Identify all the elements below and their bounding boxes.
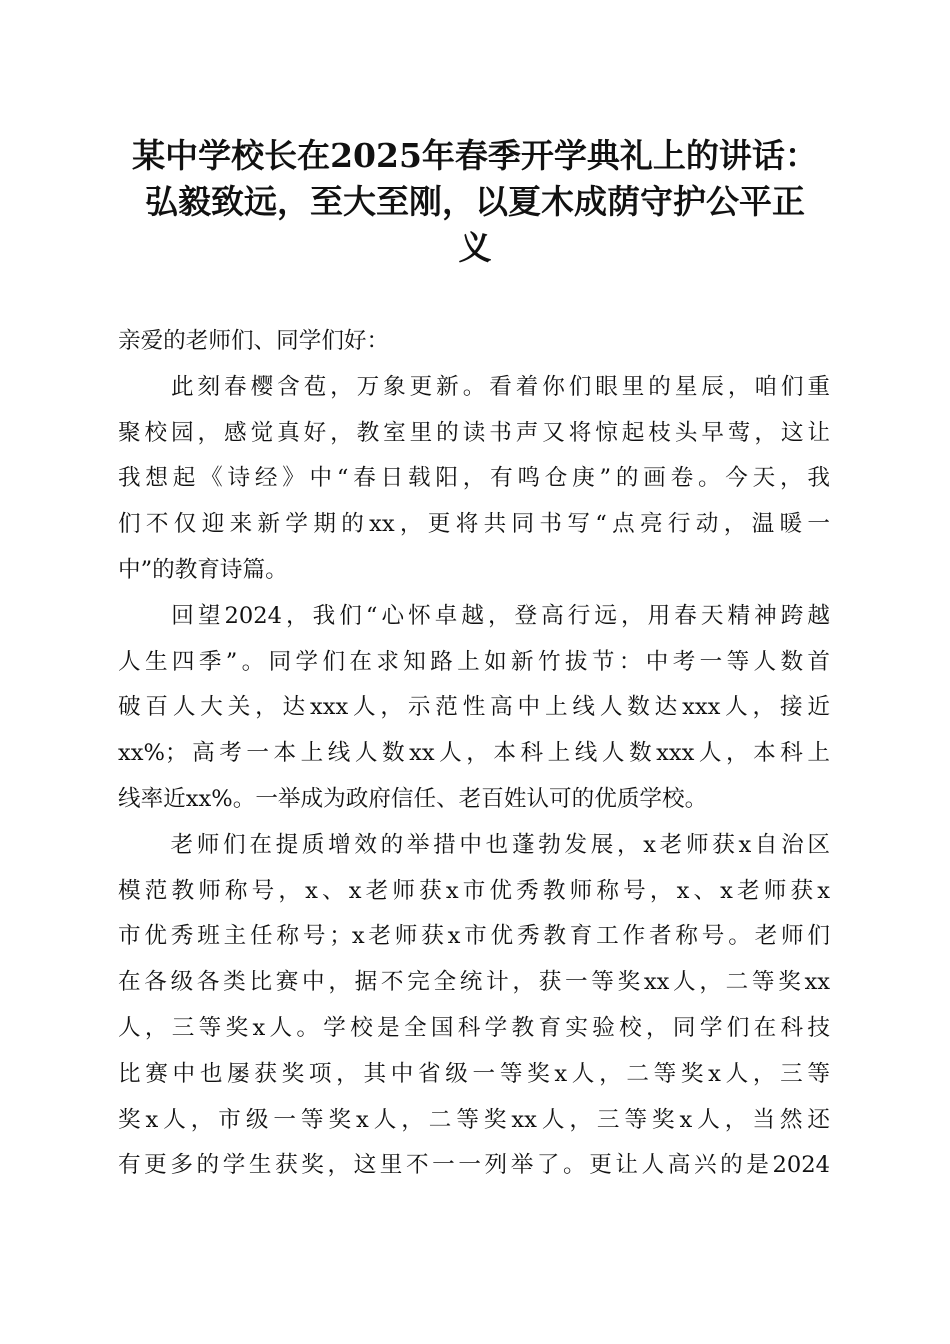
paragraph-1 bbox=[118, 365, 830, 594]
paragraph-line: 人生四季”。同学们在求知路上如新竹拔节：中考一等人数首 bbox=[118, 648, 830, 675]
paragraph-line: 此刻春樱含苞，万象更新。看着你们眼里的星辰，咱们重 bbox=[118, 373, 830, 400]
paragraph-3 bbox=[118, 823, 830, 1189]
title-line-2: 弘毅致远，至大至刚，以夏木成荫守护公平正 bbox=[145, 182, 805, 221]
paragraph-line: 破百人大关，达xxx人，示范性高中上线人数达xxx人，接近 bbox=[118, 694, 830, 721]
paragraph-line: 奖x人，市级一等奖x人，二等奖xx人，三等奖x人，当然还 bbox=[118, 1106, 830, 1133]
paragraph-line: 比赛中也屡获奖项，其中省级一等奖x人，二等奖x人，三等 bbox=[118, 1060, 830, 1087]
paragraph-line: 们不仅迎来新学期的xx，更将共同书写“点亮行动，温暖一 bbox=[118, 511, 830, 538]
document-body bbox=[118, 319, 830, 1189]
paragraph-line: 老师们在提质增效的举措中也蓬勃发展，x老师获x自治区 bbox=[118, 831, 830, 858]
paragraph-line: 人，三等奖x人。学校是全国科学教育实验校，同学们在科技 bbox=[118, 1014, 830, 1041]
paragraph-line: 在各级各类比赛中，据不完全统计，获一等奖xx人，二等奖xx bbox=[118, 969, 830, 996]
paragraph-line: 模范教师称号，x、x老师获x市优秀教师称号，x、x老师获x bbox=[118, 877, 830, 904]
document-title bbox=[110, 133, 840, 271]
paragraph-line: 有更多的学生获奖，这里不一一列举了。更让人高兴的是2024 bbox=[118, 1152, 830, 1179]
paragraph-line: 我想起《诗经》中“春日载阳，有鸣仓庚”的画卷。今天，我 bbox=[118, 465, 830, 492]
paragraph-line: 线率近xx%。一举成为政府信任、老百姓认可的优质学校。 bbox=[118, 785, 708, 812]
title-line-1: 某中学校长在2025年春季开学典礼上的讲话： bbox=[132, 136, 818, 175]
title-line-3: 义 bbox=[458, 228, 492, 267]
paragraph-line: xx%；高考一本上线人数xx人，本科上线人数xxx人，本科上 bbox=[118, 740, 830, 767]
paragraph-line: 回望2024，我们“心怀卓越，登高行远，用春天精神跨越 bbox=[118, 602, 830, 629]
paragraph-line: 市优秀班主任称号；x老师获x市优秀教育工作者称号。老师们 bbox=[118, 923, 830, 950]
salutation bbox=[118, 319, 830, 365]
salutation-text: 亲爱的老师们、同学们好： bbox=[118, 328, 390, 354]
paragraph-2 bbox=[118, 594, 830, 823]
paragraph-line: 中”的教育诗篇。 bbox=[118, 556, 288, 583]
paragraph-line: 聚校园，感觉真好，教室里的读书声又将惊起枝头早莺，这让 bbox=[118, 419, 830, 446]
